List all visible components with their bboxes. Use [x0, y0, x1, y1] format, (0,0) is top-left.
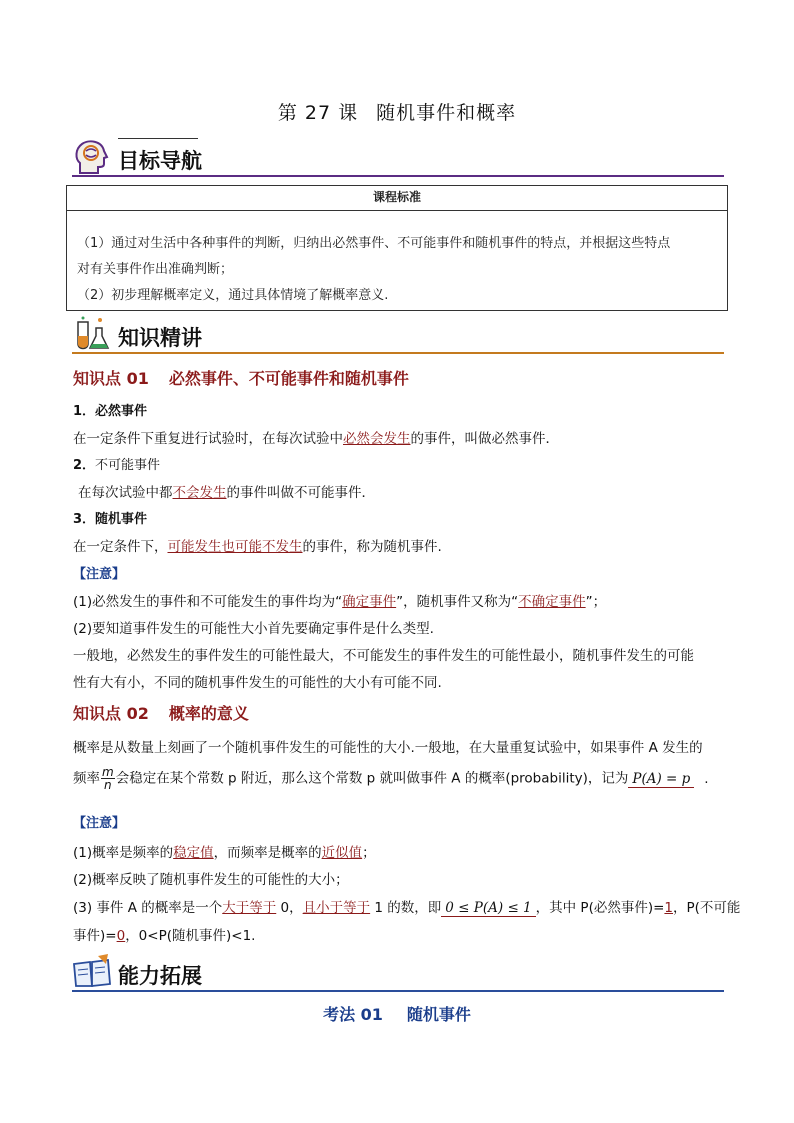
section-divider — [72, 352, 724, 354]
formula-p-of-a: P(A) = p — [628, 771, 694, 788]
kp2-note-3-paragraph-line2: 事件)=0，0<P(随机事件)<1. — [73, 928, 256, 944]
subheading-certain-event: 1．必然事件 — [73, 404, 148, 419]
knowledge-point-1-title: 知识点 01 必然事件、不可能事件和随机事件 — [73, 369, 409, 388]
page-title: 第 27 课 随机事件和概率 — [277, 102, 517, 124]
paragraph-certain-event: 在一定条件下重复进行试验时，在每次试验中必然会发生的事件，叫做必然事件． — [73, 431, 559, 447]
standard-line-3: （2）初步理解概率定义，通过具体情境了解概率意义. — [77, 288, 389, 303]
note-1-paragraph: (1)必然发生的事件和不可能发生的事件均为“确定事件”，随机事件又称为“不确定事件”； — [73, 594, 607, 610]
note-3-paragraph-line1: 一般地，必然发生的事件发生的可能性最大，不可能发生的事件发生的可能性最小，随机事件发生的可能 — [73, 648, 694, 664]
course-standard-box — [66, 185, 728, 311]
section-topline — [118, 138, 198, 139]
section-knowledge — [72, 314, 724, 354]
note-heading: 【注意】 — [73, 816, 126, 831]
section-goals — [72, 137, 724, 177]
note-3-paragraph-line2: 性有大有小，不同的随机事件发生的可能性的大小有可能不同. — [73, 675, 442, 691]
section-divider — [72, 175, 724, 177]
course-standard-header: 课程标准 — [67, 186, 727, 211]
section-label: 能力拓展 — [118, 964, 202, 988]
section-divider — [72, 990, 724, 992]
brain-head-icon — [72, 137, 112, 177]
open-book-icon — [72, 952, 112, 992]
fraction-m-over-n: $\frac{m}{n}$ — [102, 765, 114, 792]
standard-line-1: （1）通过对生活中各种事件的判断，归纳出必然事件、不可能事件和随机事件的特点，并根据这些特点 — [77, 236, 671, 251]
method-1-title: 考法 01 随机事件 — [323, 1005, 471, 1024]
probability-definition-line2: 频率 $\frac{m}{n}$ 会稳定在某个常数 p 附近，那么这个常数 p 就叫做事件 A 的概率(probability)，记为 P(A) = p . — [73, 765, 709, 792]
paragraph-random-event: 在一定条件下，可能发生也可能不发生的事件，称为随机事件. — [73, 539, 442, 555]
paragraph-impossible-event: 在每次试验中都不会发生的事件叫做不可能事件． — [78, 485, 375, 501]
section-label: 知识精讲 — [118, 326, 202, 350]
section-label: 目标导航 — [118, 149, 202, 173]
subheading-impossible-event: 2．不可能事件 — [73, 458, 161, 473]
knowledge-point-2-title: 知识点 02 概率的意义 — [73, 704, 249, 723]
kp2-note-1-paragraph: (1)概率是频率的稳定值，而频率是概率的近似值； — [73, 845, 376, 861]
note-heading: 【注意】 — [73, 567, 126, 582]
standard-line-2: 对有关事件作出准确判断； — [77, 262, 234, 277]
kp2-note-2-paragraph: (2)概率反映了随机事件发生的可能性的大小； — [73, 872, 349, 888]
formula-probability-range: 0 ≤ P(A) ≤ 1 — [441, 900, 535, 917]
subheading-random-event: 3．随机事件 — [73, 512, 148, 527]
kp2-note-3-paragraph-line1: (3) 事件 A 的概率是一个大于等于 0，且小于等于 1 的数，即 0 ≤ P(A) ≤ 1 ，其中 P(必然事件)=1，P(不可能 — [73, 900, 741, 916]
probability-definition-line1: 概率是从数量上刻画了一个随机事件发生的可能性的大小.一般地，在大量重复试验中，如果事件 A 发生的 — [73, 740, 703, 756]
lab-flask-icon — [72, 314, 112, 354]
note-2-paragraph: (2)要知道事件发生的可能性大小首先要确定事件是什么类型. — [73, 621, 434, 637]
section-ability — [72, 952, 724, 992]
